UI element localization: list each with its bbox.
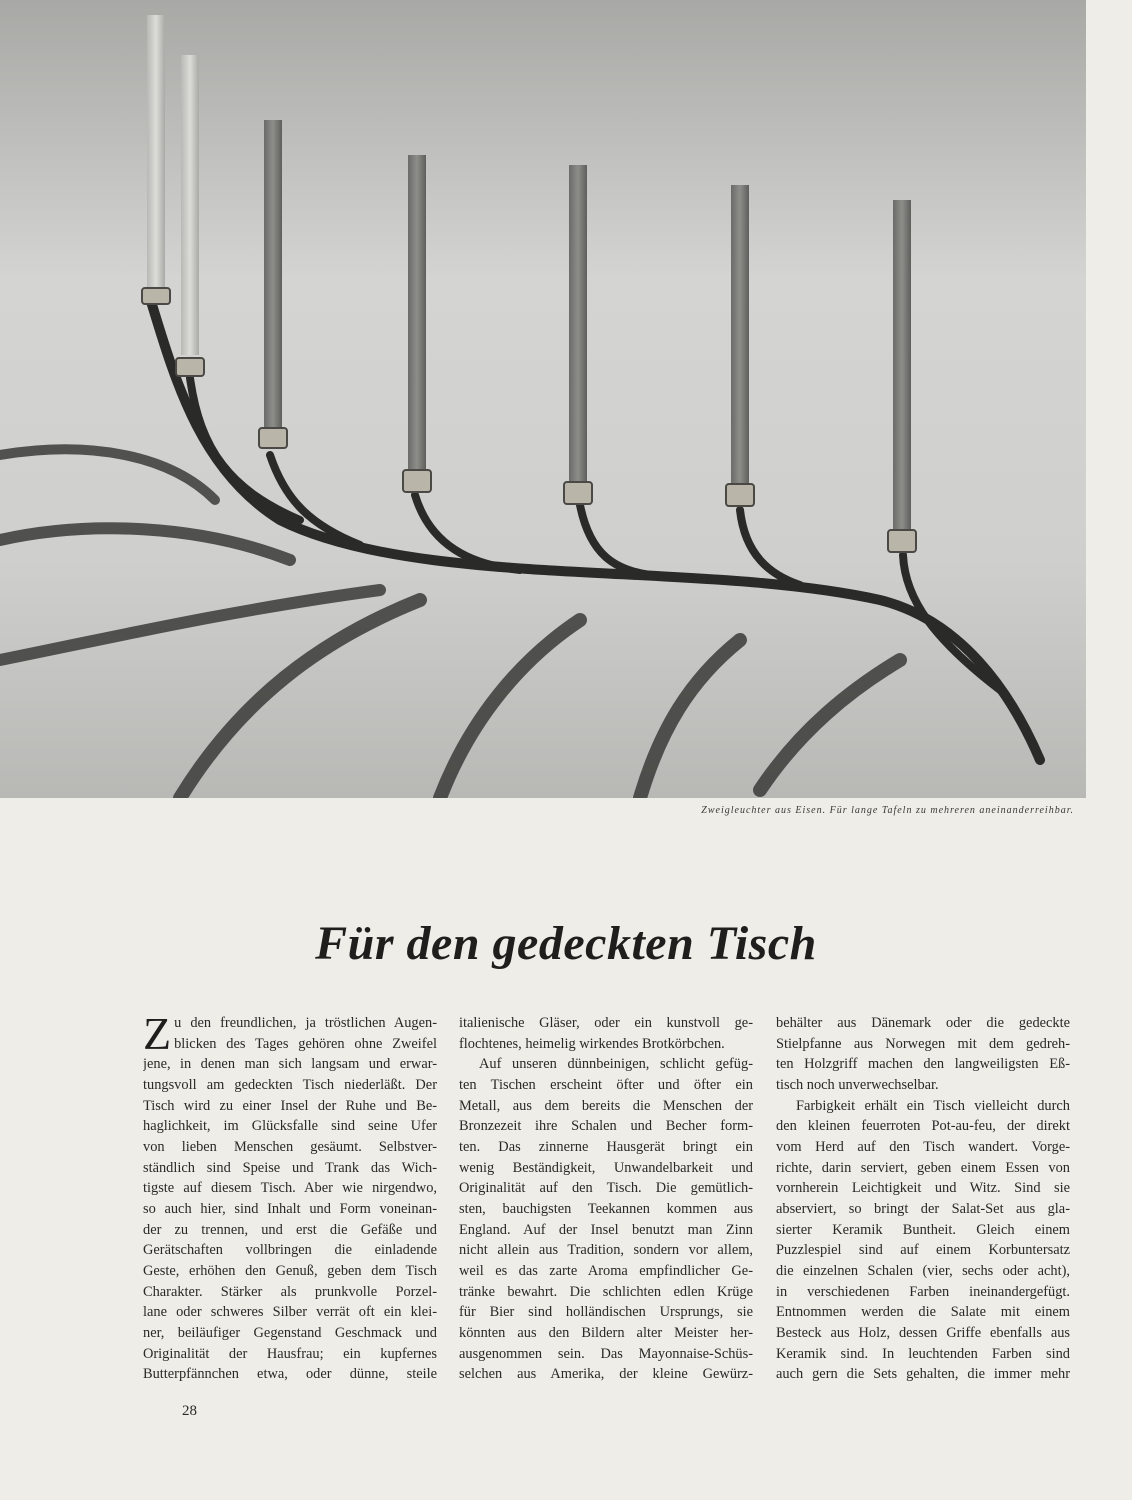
article-column-1: [143, 1008, 437, 1385]
text-line: Tisch wird zu einer Insel der Ruhe und Be-: [143, 1097, 437, 1114]
text-line: tigste auf diesem Tisch. Aber wie nirgendwo,: [143, 1180, 437, 1197]
text-line: könnten aus den Bildern alter Meister her-: [459, 1324, 753, 1341]
text-line: in verschiedenen Farben ineinandergefügt.: [776, 1283, 1070, 1300]
text-line: selchen aus Amerika, der kleine Gewürz-: [459, 1366, 753, 1383]
column-3-paragraph-1: [776, 1013, 1070, 1096]
text-line: italienische Gläser, oder ein kunstvoll ge-: [459, 1015, 753, 1031]
text-line: tränke bewahrt. Die schlichten edlen Krüge: [459, 1283, 753, 1300]
text-line: ten. Das zinnerne Hausgerät bringt ein: [459, 1138, 753, 1155]
photo-caption: Zweigleuchter aus Eisen. Für lange Tafeln zu mehreren aneinanderreihbar.: [701, 805, 1074, 816]
text-line: Metall, aus dem bereits die Menschen der: [459, 1097, 753, 1114]
text-line: vom Herd auf den Tisch wandert. Vorge-: [776, 1138, 1070, 1155]
text-line: sierter Keramik Buntheit. Gleich einem: [776, 1221, 1070, 1238]
text-line: von lieben Menschen gesäumt. Selbstver-: [143, 1138, 437, 1155]
article-title: Für den gedeckten Tisch: [315, 917, 817, 971]
text-line: Stielpfanne aus Norwegen mit dem gedreh-: [776, 1035, 1070, 1052]
text-line: Besteck aus Holz, dessen Griffe ebenfalls aus: [776, 1324, 1070, 1341]
text-line: Bronzezeit ihre Schalen und Becher form-: [459, 1118, 753, 1135]
text-line: blicken des Tages gehören ohne Zweifel: [174, 1035, 437, 1052]
text-line: richte, darin serviert, geben einem Essen von: [776, 1159, 1070, 1176]
text-line: der zu trennen, und erst die Gefäße und: [143, 1221, 437, 1238]
text-line: ten Tischen erscheint öfter und öfter ein: [459, 1076, 753, 1093]
text-line: Gerätschaften vollbringen die einladende: [143, 1242, 437, 1259]
text-line: auch gern die Sets gehalten, die immer mehr: [776, 1366, 1070, 1383]
text-line: haglichkeit, im Glücksfalle sind seine Ufer: [143, 1118, 437, 1135]
text-line: weil es das zarte Aroma empfindlicher Ge-: [459, 1262, 753, 1279]
text-line: ausgenommen sein. Das Mayonnaise-Schüs-: [459, 1345, 753, 1362]
text-line: für Bier sind holländischen Ursprungs, sie: [459, 1304, 753, 1321]
text-line: jene, in denen man sich langsam und erwar-: [143, 1056, 437, 1073]
page-number: 28: [182, 1403, 197, 1419]
text-line: u den freundlichen, ja tröstlichen Augen-: [174, 1015, 437, 1031]
text-line: Farbigkeit erhält ein Tisch vielleicht durch: [796, 1097, 1070, 1114]
text-line: sten, bauchigsten Teekannen kommen aus: [459, 1200, 753, 1217]
text-line: England. Auf der Insel benutzt man Zinn: [459, 1221, 753, 1238]
text-line: ständlich sind Speise und Trank das Wich-: [143, 1159, 437, 1176]
text-line: tungsvoll am gedeckten Tisch niederläßt. Der: [143, 1076, 437, 1093]
text-line: den kleinen feuerroten Pot-au-feu, der direkt: [776, 1118, 1070, 1135]
text-line: flochtenes, heimelig wirkendes Brotkörbchen.: [459, 1035, 725, 1052]
text-line: Originalität auf den Tisch. Die gemütlich-: [459, 1180, 753, 1197]
text-line: vornherein Leichtigkeit und Witz. Sind sie: [776, 1180, 1070, 1197]
text-line: Entnommen werden die Salate mit einem: [776, 1304, 1070, 1321]
text-line: ten Holzgriff machen den langweiligsten Eß-: [776, 1056, 1070, 1073]
text-line: Auf unseren dünnbeinigen, schlicht gefüg-: [479, 1056, 753, 1073]
text-line: ner, beiläufiger Gegenstand Geschmack und: [143, 1324, 437, 1341]
text-line: nicht allein aus Tradition, sondern vor allem,: [459, 1242, 753, 1259]
article-column-2: [459, 1013, 753, 1385]
text-line: tisch noch unverwechselbar.: [776, 1076, 939, 1093]
text-line: wenig Beständigkeit, Unwandelbarkeit und: [459, 1159, 753, 1176]
text-line: Geste, erhöhen den Genuß, geben dem Tisch: [143, 1262, 437, 1279]
column-1-text: [143, 1008, 437, 1385]
text-line: Originalität der Hausfrau; ein kupfernes: [143, 1345, 437, 1362]
text-line: behälter aus Dänemark oder die gedeckte: [776, 1015, 1070, 1031]
text-line: abserviert, so bringt der Salat-Set aus gla-: [776, 1200, 1070, 1217]
text-line: Puzzlespiel sind auf einem Korbuntersatz: [776, 1242, 1070, 1259]
text-line: die einzelnen Schalen (vier, sechs oder acht),: [776, 1262, 1070, 1279]
drop-cap: Z: [143, 1008, 172, 1059]
column-2-paragraph-2: [459, 1054, 753, 1385]
text-line: Charakter. Stärker als prunkvolle Porzel-: [143, 1283, 437, 1300]
column-3-paragraph-2: [776, 1096, 1070, 1385]
text-line: Keramik sind. In leuchtenden Farben sind: [776, 1345, 1070, 1362]
text-line: so auch hier, sind Inhalt und Form voneinan-: [143, 1200, 437, 1217]
text-line: Butterpfännchen etwa, oder dünne, steile: [143, 1366, 437, 1383]
article-column-3: [776, 1013, 1070, 1385]
text-line: lane oder schweres Silber verrät oft ein klei-: [143, 1304, 437, 1321]
column-2-paragraph-1: [459, 1013, 753, 1054]
